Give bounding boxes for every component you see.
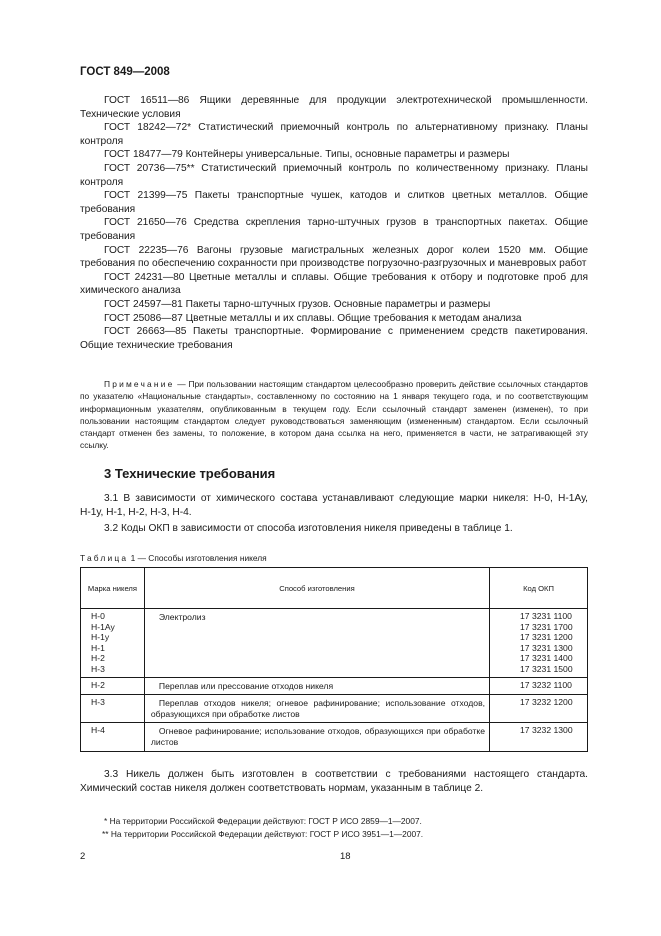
method-cell: Огневое рафинирование; использование отходов, образующихся при обработке листов	[144, 723, 489, 751]
header-code: Код ОКП	[490, 568, 588, 609]
reference-item: ГОСТ 24231—80 Цветные металлы и сплавы. Общие требования к отбору и подготовке проб для химического анализа	[80, 271, 588, 297]
reference-item: ГОСТ 18242—72* Статистический приемочный контроль по альтернативному признаку. Планы контроля	[80, 122, 588, 147]
code-cell: 17 3232 1200	[490, 695, 588, 723]
table-caption-label: Таблица	[80, 553, 129, 563]
table-caption	[80, 553, 267, 563]
normative-references	[80, 94, 588, 352]
production-methods-table	[80, 567, 588, 752]
footnote: ** На территории Российской Федерации действуют: ГОСТ Р ИСО 3951—1—2007.	[102, 829, 424, 839]
grade-cell: Н-4	[81, 723, 145, 751]
reference-item: ГОСТ 21399—75 Пакеты транспортные чушек, катодов и слитков цветных металлов. Общие требования	[80, 190, 588, 215]
code-cell: 17 3232 1100	[490, 677, 588, 695]
note-text: — При пользовании настоящим стандартом целесообразно проверить действие ссылочных стандартов по указателю «Национальные стандарты», составленному по состоянию на 1 января текущего года, и по соответствующим информационным указателям, опубликованным в текущем году. Если ссылочный стандарт заменен (изменен), то при пользовании настоящим стандартом следует руководствоваться заменяющим (измененным) стандартом. Если ссылочный стандарт отменен без замены, то положение, в котором дана ссылка на него, применяется в части, не затрагивающей эту ссылку.	[80, 379, 588, 451]
table-header-row	[81, 568, 588, 609]
reference-item: ГОСТ 25086—87 Цветные металлы и их сплавы. Общие требования к методам анализа	[104, 312, 522, 324]
code-cell: 17 3232 1300	[490, 723, 588, 751]
code-cell: 17 3231 1100 17 3231 1700 17 3231 1200 17 3231 1300 17 3231 1400 17 3231 1500	[490, 609, 588, 678]
header-method: Способ изготовления	[144, 568, 489, 609]
page-number-center: 18	[340, 851, 351, 862]
section-title: 3 Технические требования	[104, 466, 276, 481]
grade-cell: Н-2	[81, 677, 145, 695]
grade-cell: Н-0 Н-1Ау Н-1у Н-1 Н-2 Н-3	[81, 609, 145, 678]
table-row	[81, 677, 588, 695]
reference-item: ГОСТ 22235—76 Вагоны грузовые магистральных железных дорог колеи 1520 мм. Общие требования по обеспечению сохранности при производстве погрузочно-разгрузочных и маневровых работ	[80, 244, 588, 270]
method-cell: Переплав отходов никеля; огневое рафинирование; использование отходов, образующихся при обработке листов	[144, 695, 489, 723]
table-row	[81, 609, 588, 678]
reference-item: ГОСТ 26663—85 Пакеты транспортные. Формирование с применением средств пакетирования. Общие технические требования	[80, 326, 588, 351]
reference-item: ГОСТ 18477—79 Контейнеры универсальные. Типы, основные параметры и размеры	[104, 149, 510, 161]
paragraph-3-2: 3.2 Коды ОКП в зависимости от способа изготовления никеля приведены в таблице 1.	[104, 523, 513, 534]
note-label: Примечание	[104, 379, 175, 389]
footnote: * На территории Российской Федерации действуют: ГОСТ Р ИСО 2859—1—2007.	[104, 816, 422, 826]
reference-item: ГОСТ 24597—81 Пакеты тарно-штучных грузов. Основные параметры и размеры	[104, 298, 491, 310]
header-grade: Марка никеля	[81, 568, 145, 609]
method-cell: Переплав или прессование отходов никеля	[144, 677, 489, 695]
method-cell: Электролиз	[144, 609, 489, 678]
reference-item: ГОСТ 21650—76 Средства скрепления тарно-штучных грузов в транспортных пакетах. Общие требования	[80, 217, 588, 242]
table-row	[81, 723, 588, 751]
grade-cell: Н-3	[81, 695, 145, 723]
reference-item: ГОСТ 16511—86 Ящики деревянные для продукции электротехнической промышленности. Технические условия	[80, 95, 588, 120]
paragraph-3-1: 3.1 В зависимости от химического состава устанавливают следующие марки никеля: Н-0, Н-1Ау, Н-1у, Н-1, Н-2, Н-3, Н-4.	[80, 493, 588, 518]
reference-item: ГОСТ 20736—75** Статистический приемочный контроль по количественному признаку. Планы контроля	[80, 162, 588, 188]
document-header: ГОСТ 849—2008	[80, 66, 170, 78]
table-row	[81, 695, 588, 723]
note-block	[80, 378, 588, 452]
page-number-left: 2	[80, 851, 86, 862]
table-caption-text: 1 — Способы изготовления никеля	[130, 553, 267, 563]
paragraph-3-3: 3.3 Никель должен быть изготовлен в соответствии с требованиями настоящего стандарта. Химический состав никеля должен соответствовать нормам, указанным в таблице 2.	[80, 769, 588, 794]
